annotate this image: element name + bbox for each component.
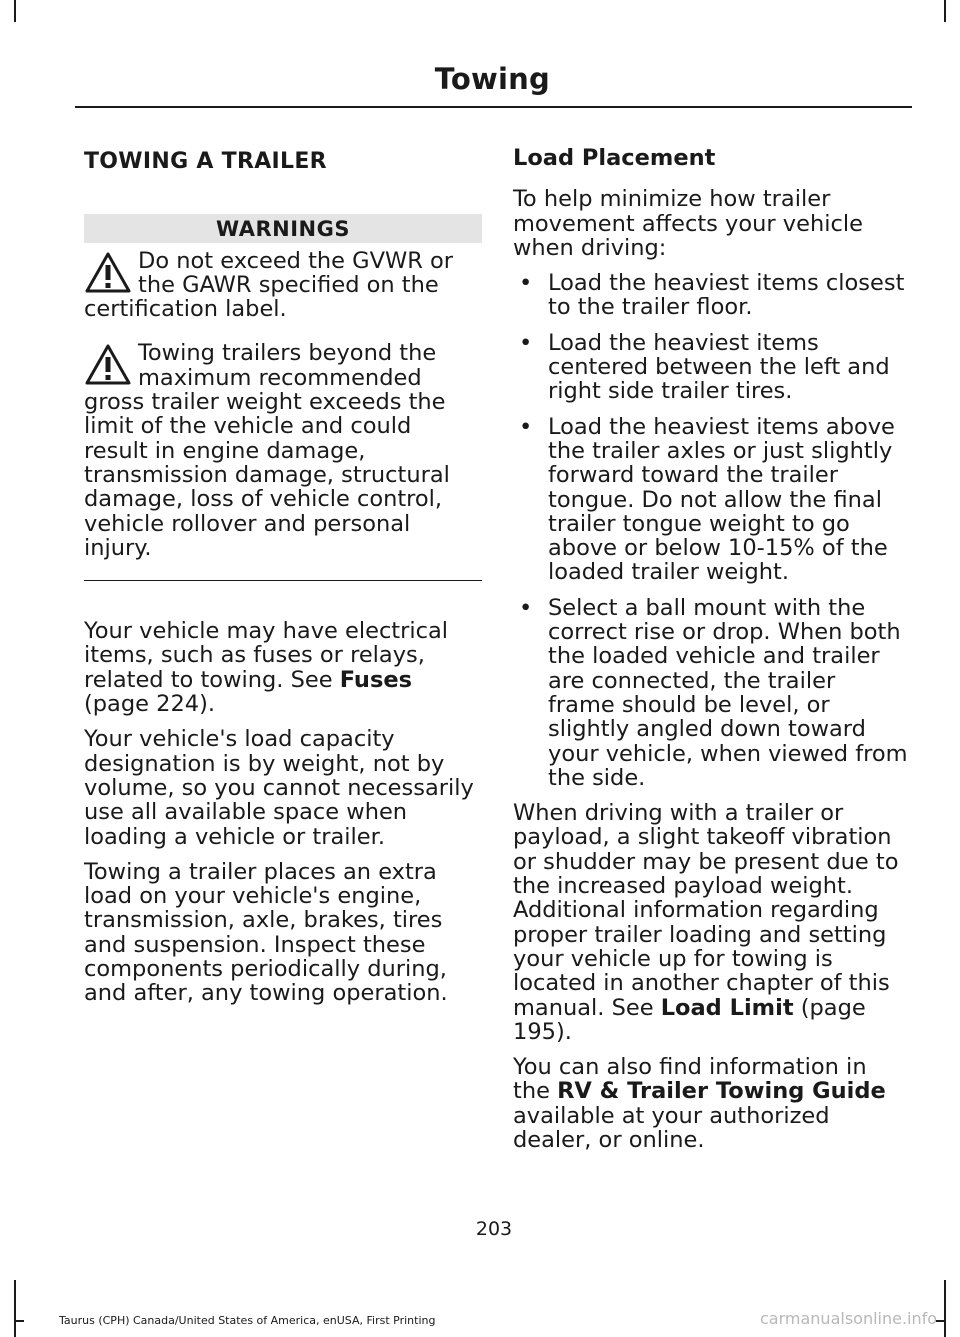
page-header-title: Towing (434, 62, 550, 96)
bullet-icon: • (519, 329, 533, 356)
paragraph: Your vehicle's load capacity designation is by weight, not by volume, so you cannot necessarily use all available space when loading a vehicle or trailer. (84, 726, 474, 850)
left-column (84, 140, 482, 1017)
warnings-divider (84, 580, 482, 581)
list-item (513, 596, 909, 790)
warning-text: Do not exceed the GVWR or the GAWR specified on the certification label. (84, 247, 454, 323)
list-item-text: Load the heaviest items above the trailer axles or just slightly forward toward the trailer tongue. Do not allow the final trailer tongue weight to go above or below 10-15% of the loaded trailer weight. (548, 413, 895, 586)
paragraph-text: Your vehicle may have electrical items, such as fuses or relays, related to towing. See (84, 618, 449, 693)
crop-mark (936, 1320, 946, 1322)
warning-text: Towing trailers beyond the maximum recommended gross trailer weight exceeds the limit of the vehicle and could result in engine damage, transmission damage, structural damage, loss of vehicle control, vehicle rollover and personal injury. (84, 340, 450, 561)
paragraph (513, 801, 909, 1044)
warning-triangle-icon (84, 343, 132, 387)
list-item (513, 271, 909, 320)
crop-mark (14, 0, 16, 22)
bullet-list (513, 271, 909, 790)
crop-mark (944, 0, 946, 22)
warning-item (84, 249, 482, 322)
right-column (513, 140, 909, 1163)
warning-item (84, 341, 482, 560)
cross-reference-link[interactable]: Load Limit (660, 994, 794, 1021)
paragraph (84, 619, 482, 716)
list-item (513, 415, 909, 585)
section-heading: TOWING A TRAILER (84, 149, 327, 174)
header-rule (75, 106, 912, 108)
paragraph-text: When driving with a trailer or payload, a slight takeoff vibration or shudder may be present due to the increased payload weight. Additional information regarding proper trailer loading and setting your vehicle up for towing is located in another chapter of this manual. See (513, 800, 899, 1021)
guide-title: RV & Trailer Towing Guide (557, 1078, 886, 1105)
list-item-text: Select a ball mount with the correct rise or drop. When both the loaded vehicle and trailer are connected, the trailer frame should be level, or slightly angled down toward your vehicle, when viewed from the side. (548, 594, 908, 791)
warning-triangle-icon (84, 251, 132, 295)
crop-mark (14, 1280, 16, 1337)
paragraph-text: (page 224). (84, 691, 216, 718)
bullet-icon: • (519, 594, 533, 621)
bullet-icon: • (519, 413, 533, 440)
paragraph-text: You can also find information in the (513, 1054, 867, 1105)
subheading: Load Placement (513, 145, 716, 171)
paragraph: Towing a trailer places an extra load on your vehicle's engine, transmission, axle, brakes, tires and suspension. Inspect these components periodically during, and after, any towing operation. (84, 858, 448, 1007)
bullet-icon: • (519, 270, 533, 297)
printing-info: Taurus (CPH) Canada/United States of America, enUSA, First Printing (59, 1314, 436, 1327)
paragraph-text: (page 195). (513, 994, 866, 1045)
list-item-text: Load the heaviest items closest to the trailer floor. (548, 270, 905, 321)
crop-mark (14, 1320, 24, 1322)
list-item-text: Load the heaviest items centered between the left and right side trailer tires. (548, 329, 890, 405)
cross-reference-link[interactable]: Fuses (339, 666, 412, 693)
page-number: 203 (475, 1218, 513, 1240)
paragraph-text: available at your authorized dealer, or online. (513, 1102, 830, 1153)
list-item (513, 331, 909, 404)
paragraph: To help minimize how trailer movement affects your vehicle when driving: (513, 186, 863, 261)
crop-mark (944, 1280, 946, 1337)
watermark: carmanualsonline.info (760, 1309, 938, 1328)
warnings-title: WARNINGS (84, 214, 482, 242)
paragraph (513, 1055, 909, 1152)
